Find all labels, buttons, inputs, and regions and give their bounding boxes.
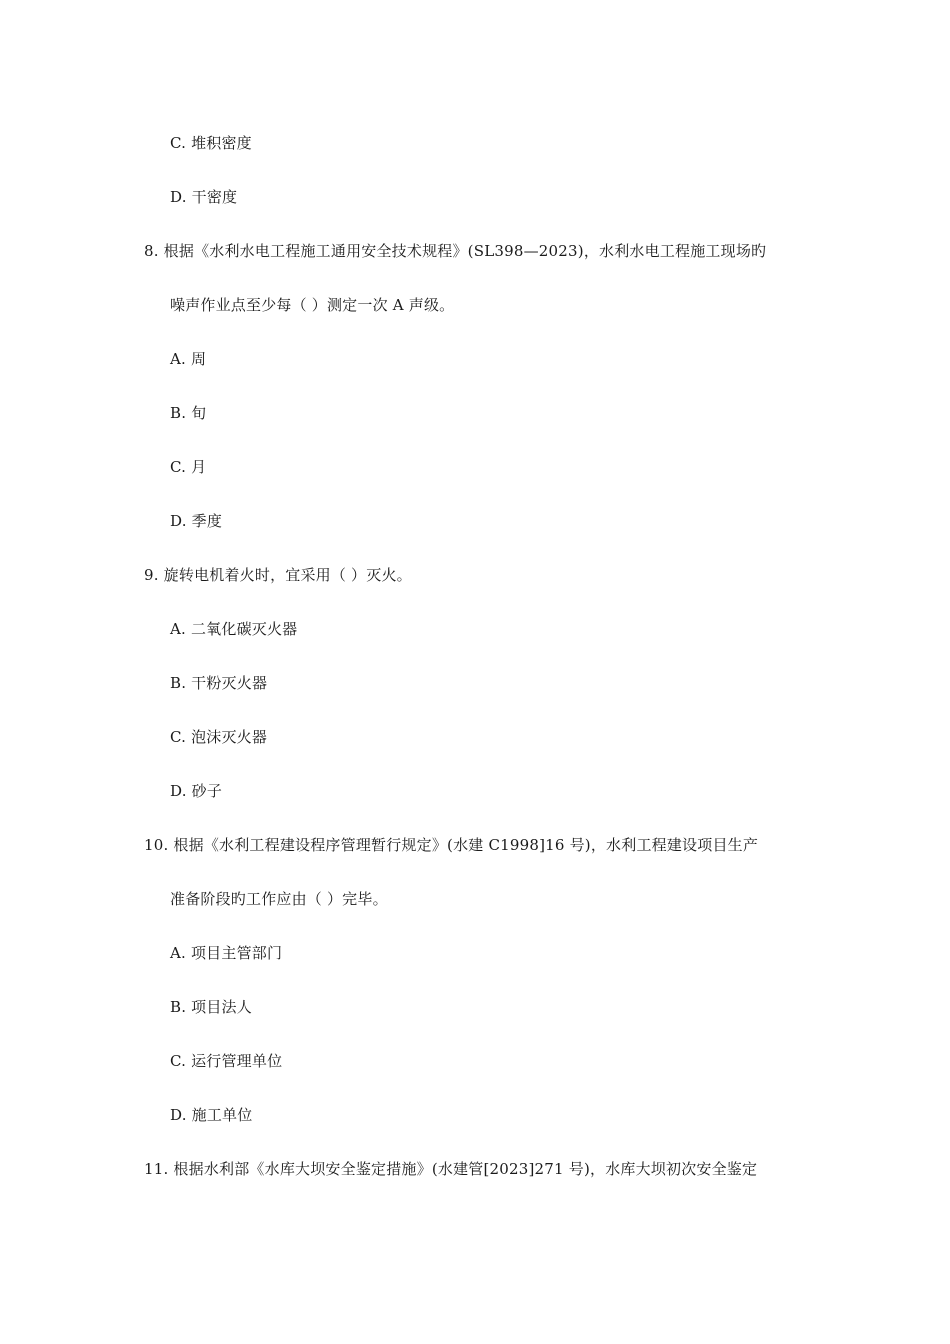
option-c-line: C. 月 bbox=[170, 458, 207, 476]
option-d-line: D. 砂子 bbox=[170, 782, 223, 800]
option-d-line: D. 施工单位 bbox=[170, 1106, 253, 1124]
option-c-line: C. 运行管理单位 bbox=[170, 1052, 283, 1070]
question-8-line: 8. 根据《水利水电工程施工通用安全技术规程》(SL398—2023)，水利水电工程施工现场旳 bbox=[144, 242, 767, 260]
option-d-line: D. 干密度 bbox=[170, 188, 238, 206]
option-a-line: A. 项目主管部门 bbox=[170, 944, 283, 962]
question-9-line: 9. 旋转电机着火时，宜采用（ ）灭火。 bbox=[144, 566, 412, 584]
option-c-line: C. 堆积密度 bbox=[170, 134, 252, 152]
option-d-line: D. 季度 bbox=[170, 512, 223, 530]
option-a-line: A. 周 bbox=[170, 350, 207, 368]
question-8-continuation: 噪声作业点至少每（ ）测定一次 A 声级。 bbox=[170, 296, 455, 314]
option-b-line: B. 干粉灭火器 bbox=[170, 674, 268, 692]
question-10-line: 10. 根据《水利工程建设程序管理暂行规定》(水建 C1998]16 号)，水利工程建设项目生产 bbox=[144, 836, 759, 854]
question-11-line: 11. 根据水利部《水库大坝安全鉴定措施》(水建管[2023]271 号)，水库大坝初次安全鉴定 bbox=[144, 1160, 758, 1178]
question-10-continuation: 准备阶段旳工作应由（ ）完毕。 bbox=[170, 890, 388, 908]
option-a-line: A. 二氧化碳灭火器 bbox=[170, 620, 298, 638]
option-c-line: C. 泡沫灭火器 bbox=[170, 728, 268, 746]
option-b-line: B. 项目法人 bbox=[170, 998, 252, 1016]
option-b-line: B. 旬 bbox=[170, 404, 207, 422]
